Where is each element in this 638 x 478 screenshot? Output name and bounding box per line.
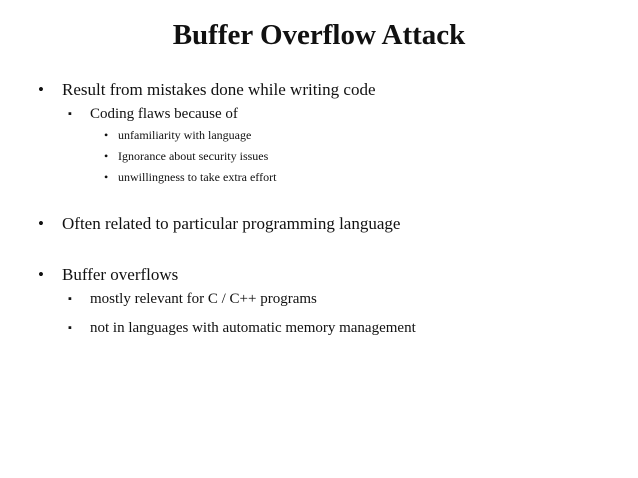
sub-bullet-text: Coding flaws because of [90,106,238,122]
bullet-icon: • [104,128,109,142]
bullet-text: Result from mistakes done while writing code [62,80,376,99]
square-bullet-icon: ▪ [68,293,72,305]
bullet-icon: • [38,265,44,284]
square-bullet-icon: ▪ [68,108,72,120]
sub-bullet-text: mostly relevant for C / C++ programs [90,291,317,307]
slide-title: Buffer Overflow Attack [172,19,466,51]
bullet-icon: • [104,170,109,184]
bullet-icon: • [38,214,44,233]
bullet-icon: • [104,149,109,163]
bullet-text: Often related to particular programming language [62,214,401,233]
bullet-icon: • [38,80,44,99]
sub-sub-bullet-text: unwillingness to take extra effort [118,170,277,184]
sub-sub-bullet-text: Ignorance about security issues [118,149,269,163]
bullet-text: Buffer overflows [62,265,179,284]
square-bullet-icon: ▪ [68,322,72,334]
sub-sub-bullet-text: unfamiliarity with language [118,128,252,142]
sub-bullet-text: not in languages with automatic memory management [90,320,416,336]
